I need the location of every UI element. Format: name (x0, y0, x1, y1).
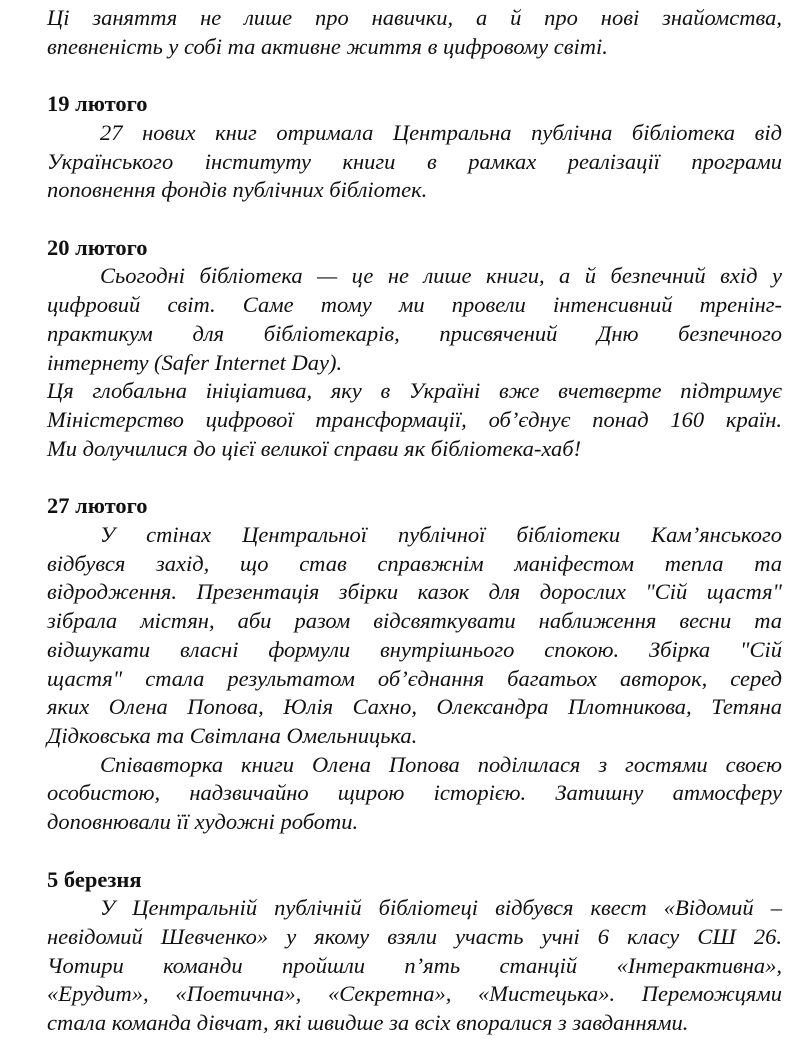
text-line: яких Олена Попова, Юлія Сахно, Олександра Плотникова, Тетяна (47, 694, 782, 720)
date-heading: 5 березня (47, 866, 142, 892)
paragraph (47, 377, 782, 463)
text-line: відродження. Презентація збірки казок для дорослих "Сій щастя" (47, 579, 782, 605)
text-line: впевненість у собі та активне життя в цифровому світі. (47, 33, 608, 59)
text-line: доповнювали її художні роботи. (47, 809, 359, 835)
news-section (47, 4, 782, 61)
text-line: «Ерудит», «Поетична», «Секретна», «Мистецька». Переможцями (47, 981, 782, 1007)
section-spacer (47, 837, 782, 866)
section-spacer (47, 205, 782, 234)
date-heading: 27 лютого (47, 493, 148, 519)
paragraph (47, 4, 782, 61)
text-line: відшукати власні формули внутрішнього спокою. Збірка "Сій (47, 636, 782, 662)
text-line: практикум для бібліотекарів, присвячений Дню безпечного (47, 320, 782, 346)
paragraph (47, 262, 782, 377)
text-line: Дідковська та Світлана Омельницька. (47, 722, 418, 748)
text-line: відбувся захід, що став справжнім маніфестом тепла та (47, 550, 782, 576)
date-heading: 20 лютого (47, 234, 148, 260)
text-line: зібрала містян, аби разом відсвяткувати наближення весни та (47, 608, 782, 634)
text-line: Сьогодні бібліотека — це не лише книги, а й безпечний вхід у (100, 263, 782, 289)
text-line: Ми долучилися до цієї великої справи як бібліотека-хаб! (47, 435, 582, 461)
text-line: У стінах Центральної публічної бібліотеки Кам’янського (100, 521, 782, 547)
paragraph (47, 751, 782, 837)
text-line: поповнення фондів публічних бібліотек. (47, 177, 428, 203)
document-page (47, 4, 782, 1038)
text-line: особистою, надзвичайно щирою історією. Затишну атмосферу (47, 780, 782, 806)
text-line: Ці заняття не лише про навички, а й про нові знайомства, (47, 5, 782, 30)
section-spacer (47, 464, 782, 493)
paragraph (47, 521, 782, 751)
text-line: У Центральній публічній бібліотеці відбувся квест «Відомий – (100, 895, 782, 921)
text-line: Ця глобальна ініціатива, яку в Україні вже вчетверте підтримує (47, 378, 782, 404)
date-heading: 19 лютого (47, 91, 148, 117)
text-line: Міністерство цифрової трансформації, об’єднує понад 160 країн. (47, 407, 782, 433)
news-section (47, 90, 782, 205)
news-section (47, 866, 782, 1038)
text-line: 27 нових книг отримала Центральна публічна бібліотека від (100, 119, 782, 145)
text-line: Чотири команди пройшли п’ять станцій «Інтерактивна», (47, 952, 782, 978)
text-line: Українського інституту книги в рамках реалізації програми (47, 148, 782, 174)
text-line: Співавторка книги Олена Попова поділилася з гостями своєю (100, 751, 782, 777)
paragraph (47, 119, 782, 205)
text-line: стала команда дівчат, які швидше за всіх впоралися з завданнями. (47, 1010, 689, 1036)
news-section (47, 492, 782, 837)
paragraph (47, 894, 782, 1038)
section-spacer (47, 61, 782, 90)
text-line: щастя" стала результатом об’єднання багатьох авторок, серед (47, 665, 782, 691)
text-line: цифровий світ. Саме тому ми провели інтенсивний тренінг- (47, 292, 782, 318)
news-section (47, 234, 782, 464)
text-line: невідомий Шевченко» у якому взяли участь учні 6 класу СШ 26. (47, 924, 782, 949)
text-line: інтернету (Safer Internet Day). (47, 349, 343, 375)
